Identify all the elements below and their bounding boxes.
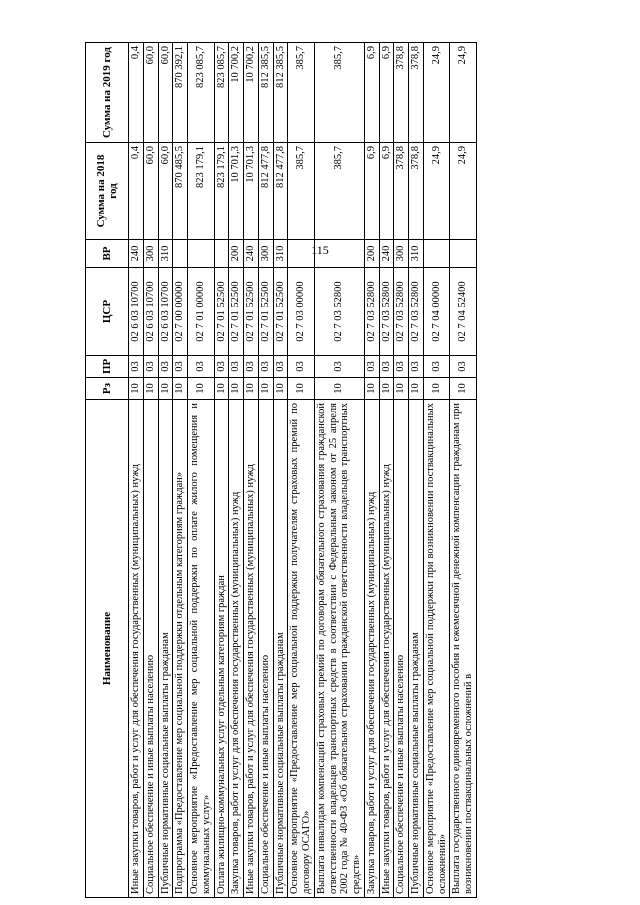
cell-vr: 300 [394, 240, 409, 268]
cell-vr: 240 [244, 240, 259, 268]
cell-sum-2019: 10 700,2 [229, 43, 244, 143]
cell-sum-2018: 378,8 [409, 143, 424, 240]
cell-rz: 10 [158, 378, 173, 400]
cell-pr: 03 [314, 356, 364, 378]
cell-rz: 10 [173, 378, 188, 400]
cell-rz: 10 [450, 378, 477, 400]
cell-rz: 10 [409, 378, 424, 400]
cell-rz: 10 [364, 378, 379, 400]
table-row [379, 43, 394, 898]
cell-vr: 240 [129, 240, 144, 268]
cell-rz: 10 [258, 378, 273, 400]
cell-name: Социальное обеспечение и иные выплаты населению [143, 400, 158, 898]
cell-vr [188, 240, 215, 268]
cell-rz: 10 [143, 378, 158, 400]
cell-pr: 03 [188, 356, 215, 378]
cell-name: Социальное обеспечение и иные выплаты населению [394, 400, 409, 898]
cell-name: Основное мероприятие «Предоставление мер социальной поддержки по оплате жилого помещения и коммунальных услуг» [188, 400, 215, 898]
cell-name: Выплата инвалидам компенсаций страховых премий по договорам обязательного страхования гражданской ответственности владельцев транспортных средств в соответствии с Федеральным законом от 25 апреля 2002 года № 40-ФЗ «Об обязательном страховании гражданской ответственности владельцев транспортных средств» [314, 400, 364, 898]
cell-sum-2018: 812 477,8 [273, 143, 288, 240]
cell-csr: 02 7 01 52500 [258, 268, 273, 356]
cell-csr: 02 6 03 10700 [129, 268, 144, 356]
cell-vr [173, 240, 188, 268]
cell-sum-2018: 812 477,8 [258, 143, 273, 240]
cell-rz: 10 [423, 378, 450, 400]
cell-sum-2018: 24,9 [423, 143, 450, 240]
cell-sum-2019: 870 392,1 [173, 43, 188, 143]
cell-rz: 10 [273, 378, 288, 400]
cell-sum-2018: 823 179,1 [188, 143, 215, 240]
cell-rz: 10 [394, 378, 409, 400]
table-row [244, 43, 259, 898]
cell-csr: 02 7 01 00000 [188, 268, 215, 356]
cell-pr: 03 [229, 356, 244, 378]
cell-pr: 03 [409, 356, 424, 378]
cell-pr: 03 [258, 356, 273, 378]
cell-csr: 02 7 04 52400 [450, 268, 477, 356]
cell-name: Оплата жилищно-коммунальных услуг отдельным категориям граждан [214, 400, 229, 898]
cell-sum-2019: 24,9 [450, 43, 477, 143]
cell-csr: 02 7 01 52500 [214, 268, 229, 356]
table-row [450, 43, 477, 898]
cell-pr: 03 [244, 356, 259, 378]
cell-vr: 310 [409, 240, 424, 268]
cell-pr: 03 [173, 356, 188, 378]
cell-pr: 03 [129, 356, 144, 378]
cell-name: Закупка товаров, работ и услуг для обеспечения государственных (муниципальных) нужд [229, 400, 244, 898]
table-row [394, 43, 409, 898]
cell-sum-2018: 10 701,3 [244, 143, 259, 240]
cell-pr: 03 [364, 356, 379, 378]
cell-vr: 310 [273, 240, 288, 268]
cell-name: Иные закупки товаров, работ и услуг для обеспечения государственных (муниципальных) нужд [379, 400, 394, 898]
cell-name: Основное мероприятие «Предоставление мер социальной поддержки получателям страховых премий по договору ОСАГО» [288, 400, 315, 898]
cell-sum-2019: 812 385,5 [258, 43, 273, 143]
cell-sum-2018: 378,8 [394, 143, 409, 240]
cell-csr: 02 7 01 52500 [244, 268, 259, 356]
cell-sum-2018: 10 701,3 [229, 143, 244, 240]
cell-vr: 300 [143, 240, 158, 268]
cell-pr: 03 [288, 356, 315, 378]
table-row [173, 43, 188, 898]
cell-rz: 10 [129, 378, 144, 400]
cell-vr: 300 [258, 240, 273, 268]
cell-name: Иные закупки товаров, работ и услуг для обеспечения государственных (муниципальных) нужд [129, 400, 144, 898]
cell-rz: 10 [188, 378, 215, 400]
cell-vr: 200 [229, 240, 244, 268]
cell-pr: 03 [158, 356, 173, 378]
cell-sum-2018: 60,0 [158, 143, 173, 240]
cell-sum-2019: 385,7 [314, 43, 364, 143]
cell-rz: 10 [244, 378, 259, 400]
table-row [229, 43, 244, 898]
cell-vr [423, 240, 450, 268]
cell-rz: 10 [379, 378, 394, 400]
table-row [214, 43, 229, 898]
cell-sum-2019: 378,8 [394, 43, 409, 143]
cell-csr: 02 7 03 52800 [314, 268, 364, 356]
cell-sum-2019: 0,4 [129, 43, 144, 143]
cell-rz: 10 [229, 378, 244, 400]
cell-name: Иные закупки товаров, работ и услуг для обеспечения государственных (муниципальных) нужд [244, 400, 259, 898]
table-body [129, 43, 477, 898]
cell-name: Выплата государственного единовременного пособия и ежемесячной денежной компенсации гражданам при возникновении поствакцинальных осложнений в [450, 400, 477, 898]
cell-vr: 240 [379, 240, 394, 268]
cell-sum-2019: 385,7 [288, 43, 315, 143]
cell-vr [288, 240, 315, 268]
cell-sum-2019: 6,9 [379, 43, 394, 143]
cell-pr: 03 [143, 356, 158, 378]
table-row [423, 43, 450, 898]
table-row [364, 43, 379, 898]
cell-vr: 310 [158, 240, 173, 268]
cell-csr: 02 7 03 52800 [409, 268, 424, 356]
cell-csr: 02 7 00 00000 [173, 268, 188, 356]
cell-sum-2019: 6,9 [364, 43, 379, 143]
cell-csr: 02 7 01 52500 [229, 268, 244, 356]
cell-name: Основное мероприятие «Предоставление мер социальной поддержки при возникновении поствакцинальных осложнений» [423, 400, 450, 898]
cell-sum-2019: 60,0 [143, 43, 158, 143]
cell-sum-2019: 378,8 [409, 43, 424, 143]
header-name: Наименование [86, 400, 129, 898]
cell-rz: 10 [288, 378, 315, 400]
cell-sum-2018: 6,9 [364, 143, 379, 240]
cell-sum-2018: 0,4 [129, 143, 144, 240]
table-row [258, 43, 273, 898]
cell-pr: 03 [273, 356, 288, 378]
cell-vr [214, 240, 229, 268]
table-row [288, 43, 315, 898]
table-row [158, 43, 173, 898]
cell-name: Публичные нормативные социальные выплаты гражданам [158, 400, 173, 898]
cell-rz: 10 [214, 378, 229, 400]
cell-csr: 02 6 03 10700 [143, 268, 158, 356]
cell-csr: 02 6 03 10700 [158, 268, 173, 356]
cell-vr: 200 [364, 240, 379, 268]
table-header-row [86, 43, 129, 898]
header-rz: Рз [86, 378, 129, 400]
table-row [143, 43, 158, 898]
cell-sum-2018: 385,7 [314, 143, 364, 240]
cell-sum-2018: 385,7 [288, 143, 315, 240]
header-sum-2019: Сумма на 2019 год [86, 43, 129, 143]
cell-pr: 03 [214, 356, 229, 378]
cell-name: Публичные нормативные социальные выплаты гражданам [409, 400, 424, 898]
table-row [129, 43, 144, 898]
cell-sum-2019: 823 085,7 [188, 43, 215, 143]
header-sum-2018: Сумма на 2018 год [86, 143, 129, 240]
cell-csr: 02 7 03 00000 [288, 268, 315, 356]
cell-sum-2018: 6,9 [379, 143, 394, 240]
cell-sum-2019: 823 085,7 [214, 43, 229, 143]
cell-pr: 03 [379, 356, 394, 378]
cell-sum-2018: 24,9 [450, 143, 477, 240]
cell-sum-2019: 10 700,2 [244, 43, 259, 143]
rotated-table-container [85, 43, 599, 898]
cell-pr: 03 [394, 356, 409, 378]
cell-sum-2018: 60,0 [143, 143, 158, 240]
cell-name: Подпрограмма «Предоставление мер социальной поддержки отдельным категориям граждан» [173, 400, 188, 898]
cell-csr: 02 7 03 52800 [364, 268, 379, 356]
cell-sum-2019: 24,9 [423, 43, 450, 143]
cell-csr: 02 7 01 52500 [273, 268, 288, 356]
header-pr: ПР [86, 356, 129, 378]
cell-vr [314, 240, 364, 268]
cell-name: Социальное обеспечение и иные выплаты населению [258, 400, 273, 898]
page-number: 115 [311, 243, 329, 257]
cell-csr: 02 7 03 52800 [379, 268, 394, 356]
cell-sum-2019: 60,0 [158, 43, 173, 143]
table-row [273, 43, 288, 898]
cell-pr: 03 [450, 356, 477, 378]
cell-sum-2018: 823 179,1 [214, 143, 229, 240]
cell-csr: 02 7 04 00000 [423, 268, 450, 356]
cell-name: Закупка товаров, работ и услуг для обеспечения государственных (муниципальных) нужд [364, 400, 379, 898]
cell-sum-2019: 812 385,5 [273, 43, 288, 143]
cell-csr: 02 7 03 52800 [394, 268, 409, 356]
cell-pr: 03 [423, 356, 450, 378]
cell-name: Публичные нормативные социальные выплаты гражданам [273, 400, 288, 898]
cell-rz: 10 [314, 378, 364, 400]
cell-sum-2018: 870 485,5 [173, 143, 188, 240]
budget-table [85, 42, 477, 898]
table-row [188, 43, 215, 898]
table-row [314, 43, 364, 898]
cell-vr [450, 240, 477, 268]
header-csr: ЦСР [86, 268, 129, 356]
table-row [409, 43, 424, 898]
header-vr: ВР [86, 240, 129, 268]
